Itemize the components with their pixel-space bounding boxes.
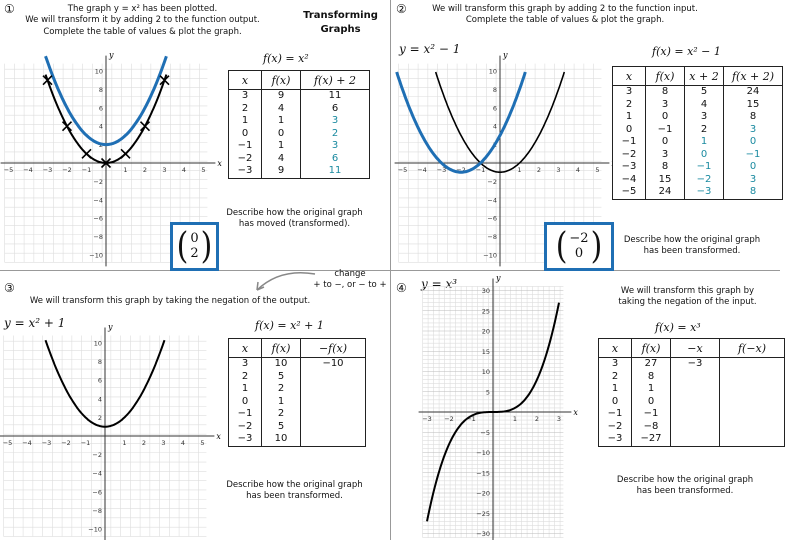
q2-cell: 8 (646, 86, 685, 99)
table-row (599, 421, 785, 434)
q4-cell[interactable] (720, 421, 785, 434)
q3-cell[interactable] (301, 433, 366, 446)
q2-cell: −1 (646, 124, 685, 137)
table-row (229, 396, 366, 409)
y-tick-label: 4 (492, 122, 497, 131)
y-tick-label: −4 (93, 196, 103, 205)
q3-note-line1: change (334, 269, 366, 279)
table-row (613, 124, 783, 137)
q2-question-line1: Describe how the original graph (623, 235, 761, 245)
y-tick-label: −6 (92, 488, 102, 497)
q3-note (310, 269, 390, 292)
table-row (229, 433, 366, 446)
q2-vector-top: −2 (569, 231, 589, 247)
table-row (229, 90, 370, 103)
q4-question-line1: Describe how the original graph (616, 475, 754, 485)
q3-cell: 2 (229, 371, 262, 384)
q1-cell: 2 (301, 128, 370, 141)
q3-cell[interactable] (301, 421, 366, 434)
table-row (613, 161, 783, 174)
q3-cell: 10 (262, 433, 301, 446)
x-tick-label: −3 (42, 166, 53, 174)
q4-header-2: −x (671, 339, 720, 358)
x-tick-label: −3 (436, 166, 447, 174)
plotted-point-cross (141, 122, 150, 131)
q3-graph-label: y = x² + 1 (4, 316, 66, 330)
q3-number: ③ (4, 281, 15, 295)
q1-cell: 0 (262, 128, 301, 141)
q2-question-line2: has been transformed. (643, 246, 741, 257)
q4-cell[interactable] (720, 371, 785, 384)
q4-cell[interactable] (671, 408, 720, 421)
page-heading (298, 9, 383, 37)
q1-cell: 6 (301, 103, 370, 116)
y-tick-label: 2 (492, 141, 497, 150)
table-row (599, 371, 785, 384)
q2-cell: 1 (613, 111, 646, 124)
q4-instr-line2: taking the negation of the input. (618, 297, 757, 308)
q3-header-2: −f(x) (301, 339, 366, 358)
q2-header-2: x + 2 (685, 67, 724, 86)
x-tick-label: 3 (162, 166, 167, 174)
q1-cell: 9 (262, 90, 301, 103)
q4-cell[interactable] (671, 433, 720, 446)
q3-note-line2: + to −, or − to + (313, 280, 387, 291)
q2-cell: 5 (685, 86, 724, 99)
q4-question (600, 475, 770, 498)
q2-vector-answer: ( −2 0 ) (544, 222, 614, 271)
table-row (599, 396, 785, 409)
q1-header-2: f(x) + 2 (301, 71, 370, 90)
table-row (599, 408, 785, 421)
x-tick-label: −1 (466, 415, 476, 423)
q2-vector-bottom: 0 (574, 245, 584, 261)
y-tick-label: −30 (476, 530, 490, 538)
q1-cell: 0 (229, 128, 262, 141)
q3-cell[interactable] (301, 396, 366, 409)
y-tick-label: −10 (89, 251, 103, 260)
table-row (613, 136, 783, 149)
q2-graph-label: y = x² − 1 (399, 42, 461, 56)
q2-cell: −1 (613, 136, 646, 149)
x-tick-label: 5 (595, 166, 600, 174)
x-tick-label: −5 (397, 166, 408, 174)
x-tick-label: 5 (201, 166, 206, 174)
y-tick-label: −10 (88, 525, 102, 534)
x-tick-label: 3 (556, 166, 561, 174)
q2-cell: 0 (613, 124, 646, 137)
x-tick-label: 3 (161, 439, 166, 447)
q2-cell: 3 (685, 111, 724, 124)
x-tick-label: −2 (62, 166, 72, 174)
table-row (229, 408, 366, 421)
table-row (229, 140, 370, 153)
q4-header-0: x (599, 339, 632, 358)
table-row (613, 86, 783, 99)
x-tick-label: 5 (200, 439, 205, 447)
q4-cell[interactable] (671, 371, 720, 384)
y-tick-label: 2 (97, 413, 102, 422)
q3-graph (0, 306, 220, 540)
y-tick-label: 20 (481, 327, 490, 336)
q3-question-line1: Describe how the original graph (226, 480, 363, 490)
q1-cell: 1 (262, 140, 301, 153)
q1-question (212, 208, 377, 231)
q1-cell: 11 (301, 90, 370, 103)
table-row (613, 186, 783, 199)
q4-cell: −27 (632, 433, 671, 446)
q4-cell: 1 (632, 383, 671, 396)
x-tick-label: 3 (556, 415, 562, 423)
q3-header-1: f(x) (262, 339, 301, 358)
table-row (613, 111, 783, 124)
q4-cell: −1 (599, 408, 632, 421)
y-tick-label: −2 (93, 177, 103, 186)
q2-function-label: f(x) = x² − 1 (652, 45, 721, 58)
q1-cell: 2 (229, 103, 262, 116)
x-tick-label: 2 (534, 415, 540, 423)
x-tick-label: −2 (444, 415, 454, 423)
q1-instructions (15, 4, 270, 38)
q3-cell: 0 (229, 396, 262, 409)
q1-vector-top: 0 (190, 231, 199, 247)
q3-table (228, 338, 366, 447)
x-axis-label: x (573, 408, 578, 417)
q2-cell: 8 (724, 186, 783, 199)
y-tick-label: 30 (481, 287, 490, 295)
q4-cell[interactable] (720, 383, 785, 396)
q2-cell: 24 (646, 186, 685, 199)
y-tick-label: −6 (93, 214, 103, 223)
q2-cell: −1 (724, 149, 783, 162)
x-tick-label: 2 (536, 166, 542, 174)
q2-header-3: f(x + 2) (724, 67, 783, 86)
q4-cell: 8 (632, 371, 671, 384)
q2-cell: −3 (685, 186, 724, 199)
q4-header-3: f(−x) (720, 339, 785, 358)
q1-table (228, 70, 370, 179)
q2-cell: −2 (613, 149, 646, 162)
q1-instr-line3: Complete the table of values & plot the graph. (43, 26, 242, 37)
x-tick-label: 2 (141, 439, 147, 447)
q4-number: ④ (396, 281, 407, 295)
table-row (229, 128, 370, 141)
q3-cell: −3 (229, 433, 262, 446)
q4-instructions (605, 286, 770, 309)
q2-instr-line1: We will transform this graph by adding 2 to the function input. (432, 4, 698, 14)
q1-question-line2: has moved (transformed). (238, 219, 351, 230)
x-tick-label: −3 (41, 439, 52, 447)
q1-question-line1: Describe how the original graph (226, 208, 363, 218)
q4-cell[interactable] (671, 421, 720, 434)
x-tick-label: −2 (456, 166, 466, 174)
q1-header-1: f(x) (262, 71, 301, 90)
y-tick-label: −20 (476, 489, 490, 498)
y-tick-label: 4 (98, 122, 103, 131)
q2-instr-line2: Complete the table of values & plot the graph. (465, 15, 665, 26)
q4-cell: 3 (599, 358, 632, 371)
q2-number: ② (396, 2, 407, 16)
table-row (229, 165, 370, 178)
q4-cell: −1 (632, 408, 671, 421)
y-tick-label: 10 (488, 67, 497, 76)
q1-cell: 3 (301, 115, 370, 128)
q2-cell: 15 (646, 174, 685, 187)
q2-cell: 0 (646, 136, 685, 149)
q2-cell: −2 (685, 174, 724, 187)
q4-table (598, 338, 785, 447)
y-tick-label: 10 (94, 67, 103, 76)
q2-question (612, 235, 772, 258)
y-axis-label: y (496, 273, 501, 283)
q4-function-label: f(x) = x³ (655, 321, 701, 334)
q3-cell: 5 (262, 421, 301, 434)
q2-cell: 2 (613, 99, 646, 112)
page-heading-line1: Transforming (303, 10, 378, 21)
page-heading-line2: Graphs (320, 24, 361, 35)
q3-instructions: We will transform this graph by taking the negation of the output. (29, 296, 311, 306)
y-tick-label: 8 (97, 358, 102, 367)
q2-cell: 1 (685, 136, 724, 149)
plotted-point-cross (82, 149, 91, 158)
table-row (229, 153, 370, 166)
y-tick-label: −4 (92, 469, 102, 478)
q4-cell[interactable] (720, 358, 785, 371)
q2-cell: 0 (724, 161, 783, 174)
q4-cell: −3 (599, 433, 632, 446)
q1-cell: 1 (262, 115, 301, 128)
x-axis-label: x (216, 432, 221, 441)
table-row (599, 358, 785, 371)
q3-cell[interactable] (301, 383, 366, 396)
q1-header-0: x (229, 71, 262, 90)
table-row (229, 103, 370, 116)
y-tick-label: −8 (93, 233, 103, 242)
q1-vector-bottom: 2 (190, 245, 199, 261)
q1-cell: 1 (229, 115, 262, 128)
q4-cell[interactable] (720, 408, 785, 421)
x-tick-label: −4 (417, 166, 427, 174)
q3-cell[interactable] (301, 408, 366, 421)
q2-cell: 3 (724, 124, 783, 137)
q4-cell: 27 (632, 358, 671, 371)
plotted-point-cross (43, 76, 52, 85)
x-axis-label: x (217, 159, 222, 168)
y-tick-label: −8 (92, 506, 102, 515)
q2-cell: 0 (724, 136, 783, 149)
y-tick-label: −10 (483, 251, 497, 260)
q1-cell: 3 (229, 90, 262, 103)
q2-cell: 24 (724, 86, 783, 99)
q1-cell: 4 (262, 103, 301, 116)
table-row (613, 174, 783, 187)
table-row (599, 383, 785, 396)
q3-cell: 1 (229, 383, 262, 396)
q2-cell: −1 (685, 161, 724, 174)
q4-cell: 0 (632, 396, 671, 409)
x-tick-label: −2 (61, 439, 71, 447)
y-tick-label: 8 (98, 85, 103, 94)
q2-cell: 4 (685, 99, 724, 112)
x-tick-label: 4 (181, 166, 187, 174)
y-tick-label: 6 (97, 376, 102, 385)
q2-cell: −4 (613, 174, 646, 187)
q3-cell: 5 (262, 371, 301, 384)
q1-cell: 6 (301, 153, 370, 166)
y-tick-label: 2 (98, 141, 103, 150)
q3-question-line2: has been transformed. (246, 491, 343, 502)
y-tick-label: −25 (476, 509, 490, 518)
y-tick-label: 6 (98, 104, 103, 113)
y-tick-label: −4 (487, 196, 497, 205)
q1-cell: −1 (229, 140, 262, 153)
q4-cell[interactable] (720, 396, 785, 409)
y-tick-label: −6 (487, 214, 497, 223)
y-tick-label: 25 (481, 307, 490, 316)
q4-cell: −8 (632, 421, 671, 434)
y-tick-label: −10 (476, 449, 490, 457)
q2-cell: 8 (724, 111, 783, 124)
x-tick-label: 2 (142, 166, 148, 174)
q2-cell: 8 (646, 161, 685, 174)
table-row (229, 371, 366, 384)
q3-question (212, 480, 377, 503)
table-row (229, 358, 366, 371)
q2-cell: 3 (613, 86, 646, 99)
y-tick-label: 8 (492, 85, 497, 94)
q2-cell: 3 (646, 149, 685, 162)
y-tick-label: 4 (97, 395, 102, 404)
q2-cell: 0 (685, 149, 724, 162)
q1-cell: 3 (301, 140, 370, 153)
q4-graph-label: y = x³ (421, 277, 458, 291)
q2-header-0: x (613, 67, 646, 86)
x-tick-label: 1 (123, 166, 128, 174)
x-tick-label: −3 (422, 415, 432, 423)
x-tick-label: −1 (475, 166, 486, 174)
y-tick-label: 10 (93, 339, 102, 348)
q2-table (612, 66, 783, 200)
y-tick-label: −2 (487, 177, 497, 186)
q1-function-label: f(x) = x² (263, 52, 309, 65)
q2-cell: 3 (646, 99, 685, 112)
table-row (229, 421, 366, 434)
q4-cell: 1 (599, 383, 632, 396)
y-axis-label: y (503, 50, 508, 60)
q1-cell: 4 (262, 153, 301, 166)
q3-cell: −10 (301, 358, 366, 371)
table-row (599, 433, 785, 446)
q4-cell: 0 (599, 396, 632, 409)
q2-cell: 2 (685, 124, 724, 137)
plotted-point-cross (63, 122, 72, 131)
q1-cell: −3 (229, 165, 262, 178)
y-tick-label: −5 (480, 428, 490, 437)
x-tick-label: −4 (22, 439, 32, 447)
x-tick-label: −1 (80, 439, 91, 447)
q2-cell: 3 (724, 174, 783, 187)
q3-cell: 2 (262, 383, 301, 396)
y-tick-label: 10 (481, 368, 490, 376)
y-tick-label: −15 (476, 469, 490, 478)
q4-cell: 2 (599, 371, 632, 384)
table-row (613, 149, 783, 162)
y-axis-label: y (108, 322, 113, 332)
q1-vector-answer: ( 0 2 ) (170, 222, 219, 271)
q4-cell: −3 (671, 358, 720, 371)
q3-function-label: f(x) = x² + 1 (255, 319, 324, 332)
x-tick-label: −5 (3, 166, 14, 174)
table-row (613, 99, 783, 112)
q4-cell[interactable] (720, 433, 785, 446)
q2-cell: −3 (613, 161, 646, 174)
q1-cell: −2 (229, 153, 262, 166)
x-tick-label: −5 (2, 439, 13, 447)
q4-header-1: f(x) (632, 339, 671, 358)
q3-cell[interactable] (301, 371, 366, 384)
q4-cell: −2 (599, 421, 632, 434)
x-tick-label: 1 (122, 439, 127, 447)
q2-cell: 0 (646, 111, 685, 124)
q3-cell: 1 (262, 396, 301, 409)
y-tick-label: −8 (487, 233, 497, 242)
table-row (229, 383, 366, 396)
y-tick-label: 5 (485, 388, 490, 397)
q1-cell: 11 (301, 165, 370, 178)
q2-instructions (415, 4, 715, 27)
table-row (229, 115, 370, 128)
q4-graph (422, 273, 582, 540)
x-tick-label: 1 (512, 415, 518, 423)
q2-cell: 15 (724, 99, 783, 112)
q4-cell[interactable] (671, 383, 720, 396)
q4-question-line2: has been transformed. (636, 486, 734, 497)
x-tick-label: −4 (23, 166, 33, 174)
q1-instr-line1: The graph y = x² has been plotted. (67, 4, 218, 14)
q4-cell[interactable] (671, 396, 720, 409)
y-tick-label: 6 (492, 104, 497, 113)
q2-cell: −5 (613, 186, 646, 199)
q3-cell: 10 (262, 358, 301, 371)
q2-header-1: f(x) (646, 67, 685, 86)
x-tick-label: −1 (81, 166, 92, 174)
y-tick-label: 15 (481, 347, 490, 356)
divider-horizontal (0, 270, 780, 271)
q3-cell: −2 (229, 421, 262, 434)
q3-cell: 2 (262, 408, 301, 421)
x-tick-label: 1 (517, 166, 522, 174)
q3-cell: −1 (229, 408, 262, 421)
q3-header-0: x (229, 339, 262, 358)
y-axis-label: y (109, 50, 114, 60)
q4-instr-line1: We will transform this graph by (620, 286, 755, 296)
q1-instr-line2: We will transform it by adding 2 to the function output. (25, 15, 260, 26)
plotted-point-cross (121, 149, 130, 158)
x-tick-label: 4 (575, 166, 581, 174)
q1-number: ① (4, 2, 15, 16)
q3-cell: 3 (229, 358, 262, 371)
q1-cell: 9 (262, 165, 301, 178)
x-tick-label: 4 (180, 439, 186, 447)
y-tick-label: −2 (92, 451, 102, 460)
